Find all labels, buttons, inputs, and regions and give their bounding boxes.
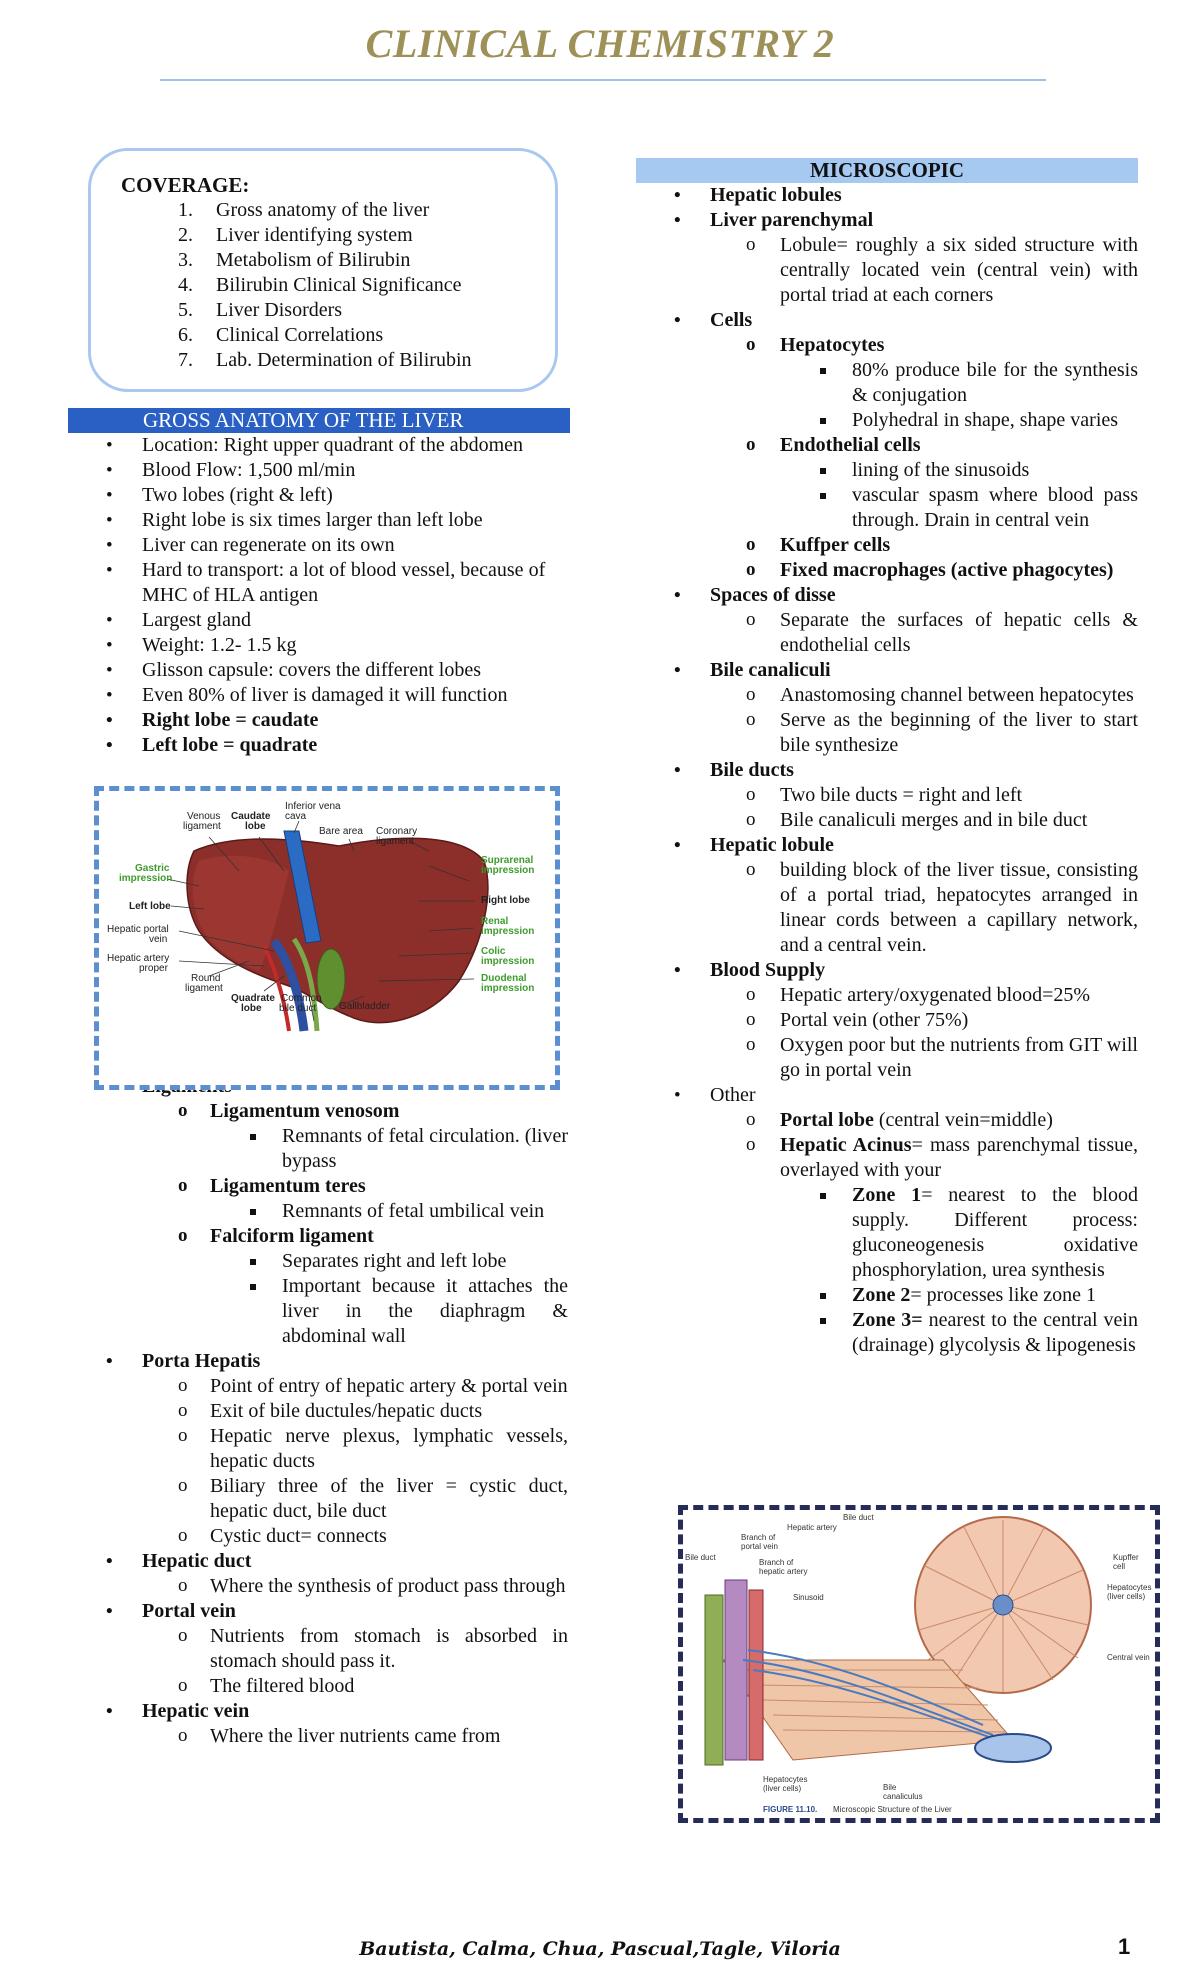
- list-item: o Ligamentum teres: [68, 1174, 568, 1199]
- list-item: o Ligamentum venosom: [68, 1099, 568, 1124]
- list-item: • Bile canaliculi: [636, 658, 1138, 683]
- list-item: o Hepatic artery/oxygenated blood=25%: [636, 983, 1138, 1008]
- coverage-item: [178, 348, 555, 373]
- vessel-bile-duct: [705, 1595, 723, 1765]
- coverage-item-number: 6.: [178, 324, 193, 346]
- zone2-text: = processes like zone 1: [910, 1284, 1097, 1306]
- label-quadrate-lobe-2: lobe: [241, 1003, 262, 1014]
- list-item: • Weight: 1.2- 1.5 kg: [68, 633, 568, 658]
- coverage-list: [178, 198, 555, 373]
- label-bile-canaliculus: Bile: [883, 1783, 897, 1792]
- coverage-item: [178, 198, 555, 223]
- list-item: o Portal vein (other 75%): [636, 1008, 1138, 1033]
- coverage-item-number: 5.: [178, 299, 193, 321]
- coverage-item: [178, 223, 555, 248]
- title-underline: [160, 79, 1046, 81]
- list-item: vascular spasm where blood pass through. Drain in central vein: [636, 483, 1138, 533]
- list-item: [636, 1183, 1138, 1283]
- label-hepatic-portal-vein: Hepatic portal: [107, 924, 169, 935]
- list-item: • Blood Supply: [636, 958, 1138, 983]
- coverage-item-text: Liver Disorders: [216, 299, 343, 321]
- document-title: CLINICAL CHEMISTRY 2: [365, 21, 835, 66]
- label-inferior-vena-cava: Inferior vena: [285, 801, 341, 812]
- list-item: • Liver parenchymal: [636, 208, 1138, 233]
- list-item: o Separate the surfaces of hepatic cells & endothelial cells: [636, 608, 1138, 658]
- coverage-box: [88, 148, 558, 392]
- list-item: o Oxygen poor but the nutrients from GIT will go in portal vein: [636, 1033, 1138, 1083]
- label-common-bile-duct-2: bile duct: [279, 1003, 317, 1014]
- coverage-item-text: Gross anatomy of the liver: [216, 199, 430, 221]
- label-coronary-ligament: Coronary: [376, 826, 418, 837]
- label-bile-duct-top: Bile duct: [843, 1513, 874, 1522]
- label-round-ligament: Round: [191, 973, 221, 984]
- list-item: 80% produce bile for the synthesis & conjugation: [636, 358, 1138, 408]
- list-item: • Liver can regenerate on its own: [68, 533, 568, 558]
- label-gastric-impression: Gastric: [135, 863, 170, 874]
- list-item: o Two bile ducts = right and left: [636, 783, 1138, 808]
- label-left-lobe: Left lobe: [129, 901, 171, 912]
- list-item: [636, 1108, 1138, 1133]
- list-item: o Hepatocytes: [636, 333, 1138, 358]
- label-right-lobe: Right lobe: [481, 895, 530, 906]
- label-colic-impression: Colic: [481, 946, 506, 957]
- list-item: • Hepatic duct: [68, 1549, 568, 1574]
- list-item: o Cystic duct= connects: [68, 1524, 568, 1549]
- list-item: • Location: Right upper quadrant of the abdomen: [68, 433, 568, 458]
- microscopic-list: [636, 183, 1138, 1358]
- label-duodenal-impression: Duodenal: [481, 973, 527, 984]
- label-kupffer-2: cell: [1113, 1562, 1126, 1571]
- list-item: • Blood Flow: 1,500 ml/min: [68, 458, 568, 483]
- label-bare-area: Bare area: [319, 826, 363, 837]
- list-item: lining of the sinusoids: [636, 458, 1138, 483]
- label-coronary-ligament-2: ligament: [376, 836, 414, 847]
- label-inferior-vena-cava-2: cava: [285, 811, 307, 822]
- label-venous-ligament-2: ligament: [183, 821, 221, 832]
- figure-caption: Microscopic Structure of the Liver: [833, 1805, 952, 1814]
- label-round-ligament-2: ligament: [185, 983, 223, 994]
- list-item: • Spaces of disse: [636, 583, 1138, 608]
- coverage-item-number: 3.: [178, 249, 193, 271]
- list-item: o Bile canaliculi merges and in bile duct: [636, 808, 1138, 833]
- coverage-item: [178, 248, 555, 273]
- coverage-item-number: 1.: [178, 199, 193, 221]
- page-number: 1: [1118, 1934, 1131, 1959]
- coverage-item-text: Clinical Correlations: [216, 324, 384, 346]
- coverage-item: [178, 298, 555, 323]
- coverage-item: [178, 273, 555, 298]
- list-item: [636, 1308, 1138, 1358]
- list-item: Separates right and left lobe: [68, 1249, 568, 1274]
- central-vein: [993, 1595, 1013, 1615]
- list-item: o The filtered blood: [68, 1674, 568, 1699]
- list-item: • Bile ducts: [636, 758, 1138, 783]
- central-vein-end: [975, 1734, 1051, 1762]
- list-item: • Porta Hepatis: [68, 1349, 568, 1374]
- label-caudate-lobe: Caudate: [231, 811, 271, 822]
- zone3-text: nearest to the central vein (drainage) glycolysis & lipogenesis: [852, 1309, 1138, 1356]
- list-item: o Anastomosing channel between hepatocytes: [636, 683, 1138, 708]
- zone1-term: Zone 1: [852, 1184, 922, 1206]
- list-item: Remnants of fetal umbilical vein: [68, 1199, 568, 1224]
- list-item: o Where the liver nutrients came from: [68, 1724, 568, 1749]
- microscopic-illustration: [683, 1510, 1155, 1818]
- list-item: Remnants of fetal circulation. (liver bypass: [68, 1124, 568, 1174]
- label-caudate-lobe-2: lobe: [245, 821, 266, 832]
- portal-lobe-text: (central vein=middle): [873, 1109, 1053, 1131]
- label-gastric-impression-2: impression: [119, 873, 173, 884]
- list-item: o Biliary three of the liver = cystic duct, hepatic duct, bile duct: [68, 1474, 568, 1524]
- label-branch-artery-2: hepatic artery: [759, 1567, 808, 1576]
- label-hepatic-portal-vein-2: vein: [149, 934, 168, 945]
- microscopic-structure-figure: [678, 1505, 1160, 1823]
- list-item: o Falciform ligament: [68, 1224, 568, 1249]
- label-branch-portal: Branch of: [741, 1533, 776, 1542]
- label-quadrate-lobe: Quadrate: [231, 993, 275, 1004]
- coverage-item-number: 4.: [178, 274, 193, 296]
- coverage-item-text: Metabolism of Bilirubin: [216, 249, 411, 271]
- right-column: [636, 158, 1138, 1358]
- list-item: • Largest gland: [68, 608, 568, 633]
- liver-anatomy-figure: [94, 786, 560, 1090]
- label-hepatic-artery-2: proper: [139, 963, 168, 974]
- label-venous-ligament: Venous: [187, 811, 221, 822]
- acinus-term: Hepatic Acinus: [780, 1134, 912, 1156]
- list-item: o Point of entry of hepatic artery & portal vein: [68, 1374, 568, 1399]
- list-item: o Lobule= roughly a six sided structure with centrally located vein (central vein) with portal triad at each corners: [636, 233, 1138, 308]
- list-item: o building block of the liver tissue, consisting of a portal triad, hepatocytes arranged in linear cords between a capillary network, and a central vein.: [636, 858, 1138, 958]
- label-bile-canaliculus-2: canaliculus: [883, 1792, 923, 1801]
- list-item: • Right lobe = caudate: [68, 708, 568, 733]
- list-item: o Nutrients from stomach is absorbed in stomach should pass it.: [68, 1624, 568, 1674]
- list-item: • Left lobe = quadrate: [68, 733, 568, 758]
- coverage-heading: COVERAGE:: [121, 173, 250, 197]
- list-item: • Other: [636, 1083, 1138, 1108]
- liver-illustration: [99, 791, 555, 1085]
- ligament-list: [68, 1074, 568, 1749]
- label-hepatic-artery: Hepatic artery: [107, 953, 170, 964]
- list-item: o Hepatic nerve plexus, lymphatic vessels, hepatic ducts: [68, 1424, 568, 1474]
- list-item: Important because it attaches the liver in the diaphragm & abdominal wall: [68, 1274, 568, 1349]
- label-renal-impression-2: impression: [481, 926, 535, 937]
- footer-authors: Bautista, Calma, Chua, Pascual,Tagle, Viloria: [359, 1938, 841, 1960]
- list-item: • Hepatic vein: [68, 1699, 568, 1724]
- figure-caption-number: FIGURE 11.10.: [763, 1805, 818, 1814]
- coverage-item-number: 7.: [178, 349, 193, 371]
- coverage-item-text: Bilirubin Clinical Significance: [216, 274, 462, 296]
- coverage-item-text: Lab. Determination of Bilirubin: [216, 349, 472, 371]
- label-duodenal-impression-2: impression: [481, 983, 535, 994]
- list-item: • Hepatic lobule: [636, 833, 1138, 858]
- list-item: o Fixed macrophages (active phagocytes): [636, 558, 1138, 583]
- microscopic-heading: MICROSCOPIC: [636, 158, 1138, 183]
- list-item: o Where the synthesis of product pass through: [68, 1574, 568, 1599]
- list-item: • Hard to transport: a lot of blood vessel, because of MHC of HLA antigen: [68, 558, 568, 608]
- zone1-text: = nearest to the blood supply. Different process: gluconeogenesis oxidative phosphorylation, urea synthesis: [852, 1184, 1138, 1281]
- list-item: • Right lobe is six times larger than left lobe: [68, 508, 568, 533]
- vessel-hepatic-artery: [749, 1590, 763, 1760]
- label-branch-artery: Branch of: [759, 1558, 794, 1567]
- portal-lobe-term: Portal lobe: [780, 1109, 874, 1131]
- list-item: • Even 80% of liver is damaged it will function: [68, 683, 568, 708]
- label-gallbladder: Gallbladder: [339, 1001, 391, 1012]
- list-item: [636, 1133, 1138, 1183]
- coverage-item: [178, 323, 555, 348]
- label-hepatocytes-right: Hepatocytes: [1107, 1583, 1152, 1592]
- coverage-item-number: 2.: [178, 224, 193, 246]
- gross-anatomy-heading: GROSS ANATOMY OF THE LIVER: [68, 408, 570, 433]
- label-branch-portal-2: portal vein: [741, 1542, 778, 1551]
- list-item: • Glisson capsule: covers the different lobes: [68, 658, 568, 683]
- zone2-term: Zone 2: [852, 1284, 911, 1306]
- list-item: • Two lobes (right & left): [68, 483, 568, 508]
- list-item: o Kuffper cells: [636, 533, 1138, 558]
- list-item: o Endothelial cells: [636, 433, 1138, 458]
- label-suprarenal-impression-2: impression: [481, 865, 535, 876]
- zone3-term: Zone 3=: [852, 1309, 923, 1331]
- label-sinusoid: Sinusoid: [793, 1593, 824, 1602]
- list-item: Polyhedral in shape, shape varies: [636, 408, 1138, 433]
- label-central-vein: Central vein: [1107, 1653, 1150, 1662]
- label-bile-duct-left: Bile duct: [685, 1553, 716, 1562]
- label-hepatocytes-bottom-2: (liver cells): [763, 1784, 802, 1793]
- label-renal-impression: Renal: [481, 916, 509, 927]
- label-common-bile-duct: Common: [281, 993, 322, 1004]
- list-item: • Cells: [636, 308, 1138, 333]
- list-item: o Serve as the beginning of the liver to start bile synthesize: [636, 708, 1138, 758]
- acinus-text: = mass parenchymal tissue, overlayed with your: [780, 1134, 1138, 1181]
- list-item: • Portal vein: [68, 1599, 568, 1624]
- list-item: • Hepatic lobules: [636, 183, 1138, 208]
- label-kupffer: Kupffer: [1113, 1553, 1139, 1562]
- label-hepatocytes-bottom: Hepatocytes: [763, 1775, 808, 1784]
- coverage-item-text: Liver identifying system: [216, 224, 413, 246]
- list-item: [636, 1283, 1138, 1308]
- vessel-portal-vein: [725, 1580, 747, 1760]
- label-hepatic-artery: Hepatic artery: [787, 1523, 837, 1532]
- gross-anatomy-list: [68, 433, 568, 758]
- label-hepatocytes-right-2: (liver cells): [1107, 1592, 1146, 1601]
- label-suprarenal-impression: Suprarenal: [481, 855, 534, 866]
- list-item: o Exit of bile ductules/hepatic ducts: [68, 1399, 568, 1424]
- label-colic-impression-2: impression: [481, 956, 535, 967]
